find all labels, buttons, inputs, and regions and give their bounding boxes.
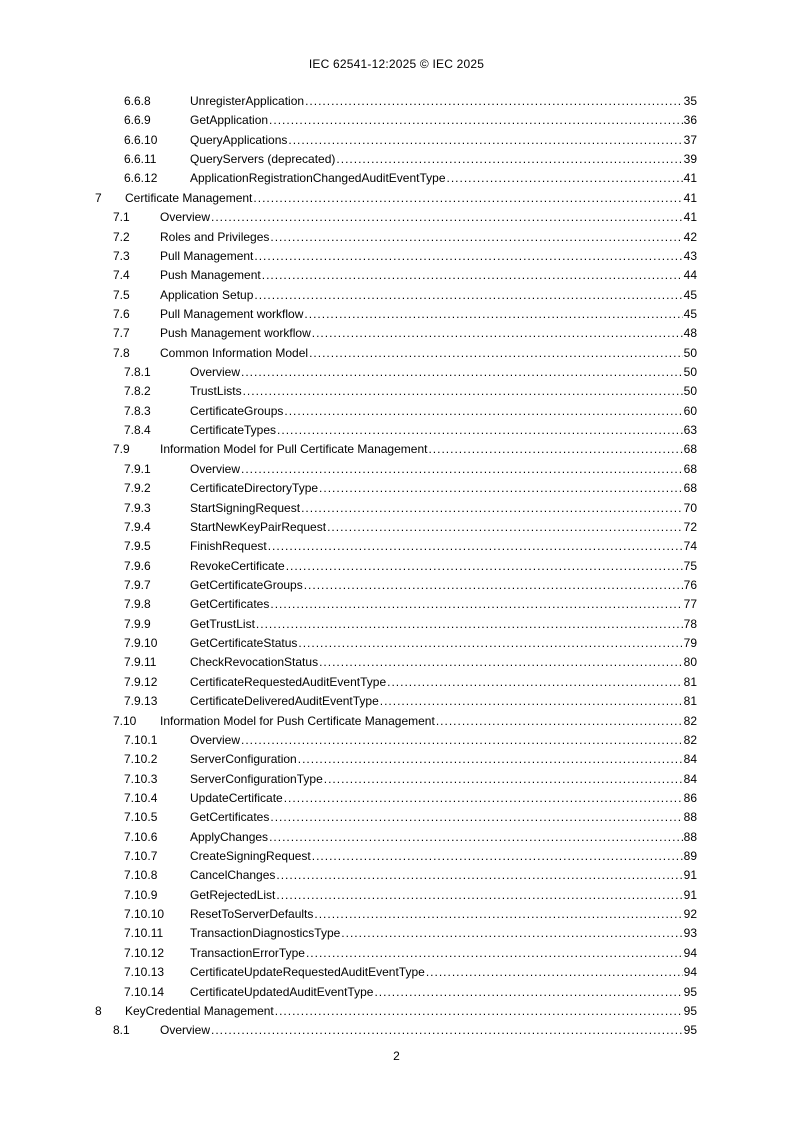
toc-entry-title: Overview: [190, 460, 241, 479]
dot-leader: [288, 131, 682, 150]
toc-entry-page: 43: [683, 248, 697, 263]
toc-entry-title: KeyCredential Management: [125, 1002, 275, 1021]
toc-entry-title: RevokeCertificate: [190, 557, 286, 576]
toc-entry-title: CreateSigningRequest: [190, 847, 312, 866]
toc-entry[interactable]: [0, 363, 793, 382]
dot-leader: [253, 189, 682, 208]
toc-entry-number: 7.8.4: [124, 423, 151, 438]
toc-entry-title: Overview: [190, 731, 241, 750]
toc-entry[interactable]: [0, 673, 793, 692]
toc-entry-title: Overview: [160, 1021, 211, 1040]
toc-entry-page: 81: [683, 694, 697, 709]
dot-leader: [270, 228, 682, 247]
dot-leader: [306, 944, 683, 963]
toc-entry-title: ServerConfigurationType: [190, 770, 324, 789]
toc-entry-number: 7.9.11: [124, 655, 157, 670]
toc-entry[interactable]: [0, 731, 793, 750]
dot-leader: [324, 770, 683, 789]
toc-entry-title: Information Model for Pull Certificate Management: [160, 440, 428, 459]
toc-entry-page: 41: [683, 210, 697, 225]
toc-entry[interactable]: [0, 518, 793, 537]
dot-leader: [262, 266, 683, 285]
toc-entry-page: 79: [683, 636, 697, 651]
toc-entry[interactable]: [0, 421, 793, 440]
toc-entry-number: 7.10: [113, 713, 137, 728]
dot-leader: [380, 692, 683, 711]
toc-entry-title: TransactionErrorType: [190, 944, 306, 963]
toc-entry-number: 7.6: [113, 306, 130, 321]
toc-entry-number: 7.9.12: [124, 674, 158, 689]
toc-entry[interactable]: [0, 228, 793, 247]
toc-entry-page: 88: [683, 829, 697, 844]
toc-entry-number: 7.10.10: [124, 907, 165, 922]
toc-entry-page: 80: [683, 655, 697, 670]
toc-entry-title: GetRejectedList: [190, 886, 276, 905]
toc-entry-title: TransactionDiagnosticsType: [190, 924, 341, 943]
toc-entry-title: FinishRequest: [190, 537, 268, 556]
toc-entry-page: 95: [683, 984, 697, 999]
toc-entry[interactable]: [0, 111, 793, 130]
toc-entry-page: 70: [683, 500, 697, 515]
toc-entry-page: 50: [683, 365, 697, 380]
dot-leader: [270, 808, 682, 827]
toc-entry-number: 8.1: [113, 1023, 130, 1038]
toc-entry-page: 72: [683, 519, 697, 534]
dot-leader: [254, 286, 682, 305]
toc-entry-page: 82: [683, 713, 697, 728]
toc-entry-page: 39: [683, 152, 697, 167]
toc-entry[interactable]: [0, 266, 793, 285]
toc-entry-page: 78: [683, 616, 697, 631]
toc-entry[interactable]: [0, 169, 793, 188]
dot-leader: [312, 324, 683, 343]
dot-leader: [341, 924, 682, 943]
toc-entry[interactable]: [0, 1002, 793, 1021]
toc-entry-number: 6.6.11: [124, 152, 157, 167]
toc-entry-page: 95: [683, 1023, 697, 1038]
toc-entry-title: ApplyChanges: [190, 828, 269, 847]
toc-entry-page: 88: [683, 810, 697, 825]
toc-entry-number: 7.9: [113, 442, 130, 457]
dot-leader: [327, 518, 683, 537]
dot-leader: [426, 963, 683, 982]
toc-entry-page: 94: [683, 945, 697, 960]
toc-entry-number: 7.2: [113, 229, 130, 244]
toc-entry[interactable]: [0, 189, 793, 208]
toc-entry[interactable]: [0, 712, 793, 731]
dot-leader: [270, 595, 682, 614]
toc-entry-title: Application Setup: [160, 286, 254, 305]
toc-entry[interactable]: [0, 886, 793, 905]
page-number: 2: [393, 1049, 400, 1063]
dot-leader: [276, 866, 682, 885]
toc-entry-page: 86: [683, 790, 697, 805]
toc-entry-number: 7.10.8: [124, 868, 158, 883]
toc-entry[interactable]: [0, 808, 793, 827]
toc-entry-number: 6.6.12: [124, 171, 158, 186]
toc-entry[interactable]: [0, 924, 793, 943]
dot-leader: [241, 460, 683, 479]
toc-entry[interactable]: [0, 150, 793, 169]
toc-entry-title: QueryApplications: [190, 131, 288, 150]
dot-leader: [304, 305, 682, 324]
dot-leader: [284, 789, 683, 808]
dot-leader: [284, 402, 682, 421]
toc-entry[interactable]: [0, 460, 793, 479]
toc-entry-page: 74: [683, 539, 697, 554]
toc-entry-number: 7.10.5: [124, 810, 158, 825]
toc-entry-title: Push Management: [160, 266, 262, 285]
toc-entry-page: 37: [683, 132, 697, 147]
toc-entry[interactable]: [0, 1021, 793, 1040]
toc-entry[interactable]: [0, 131, 793, 150]
toc-entry-number: 7.9.3: [124, 500, 151, 515]
dot-leader: [319, 479, 683, 498]
dot-leader: [286, 557, 683, 576]
toc-entry-page: 45: [683, 287, 697, 302]
toc-entry-number: 7.9.8: [124, 597, 151, 612]
toc-entry-title: Roles and Privileges: [160, 228, 270, 247]
toc-entry-page: 93: [683, 926, 697, 941]
toc-entry-number: 7.10.9: [124, 887, 158, 902]
dot-leader: [269, 828, 683, 847]
toc-entry-page: 63: [683, 423, 697, 438]
toc-entry[interactable]: [0, 963, 793, 982]
toc-entry-title: CertificateTypes: [190, 421, 277, 440]
dot-leader: [436, 712, 683, 731]
toc-entry-title: CertificateDirectoryType: [190, 479, 319, 498]
toc-entry-title: GetCertificates: [190, 595, 270, 614]
toc-entry-title: GetCertificateStatus: [190, 634, 298, 653]
toc-entry-page: 60: [683, 403, 697, 418]
dot-leader: [268, 537, 683, 556]
toc-entry-page: 92: [683, 907, 697, 922]
toc-entry[interactable]: [0, 789, 793, 808]
dot-leader: [309, 344, 683, 363]
dot-leader: [269, 111, 683, 130]
toc-entry-title: UpdateCertificate: [190, 789, 284, 808]
toc-entry-number: 6.6.9: [124, 113, 151, 128]
dot-leader: [314, 905, 682, 924]
toc-entry-number: 7.9.7: [124, 578, 151, 592]
toc-entry-number: 7.5: [113, 287, 130, 302]
toc-entry-number: 7.10.12: [124, 945, 165, 960]
toc-entry[interactable]: [0, 750, 793, 769]
toc-entry-number: 7.10.11: [124, 926, 164, 941]
toc-entry-page: 75: [683, 558, 697, 573]
toc-entry-title: CertificateDeliveredAuditEventType: [190, 692, 380, 711]
toc-entry[interactable]: [0, 615, 793, 634]
toc-entry-title: TrustLists: [190, 382, 243, 401]
toc-entry-page: 68: [683, 481, 697, 496]
toc-entry-page: 84: [683, 771, 697, 786]
toc-entry[interactable]: [0, 557, 793, 576]
toc-entry-page: 35: [683, 94, 697, 108]
dot-leader: [243, 382, 683, 401]
dot-leader: [211, 208, 683, 227]
toc-entry-number: 7.8.3: [124, 403, 151, 418]
toc-entry-page: 45: [683, 306, 697, 321]
dot-leader: [241, 731, 683, 750]
toc-entry-page: 76: [683, 578, 697, 592]
dot-leader: [301, 499, 683, 518]
toc-entry-number: 7.10.1: [124, 732, 158, 747]
dot-leader: [277, 421, 683, 440]
toc-entry[interactable]: [0, 382, 793, 401]
dot-leader: [298, 750, 683, 769]
toc-entry-page: 36: [683, 113, 697, 128]
dot-leader: [312, 847, 683, 866]
dot-leader: [319, 653, 683, 672]
toc-entry[interactable]: [0, 576, 793, 595]
toc-entry[interactable]: [0, 344, 793, 363]
toc-entry-number: 7.10.3: [124, 771, 158, 786]
toc-entry-number: 7.9.4: [124, 519, 151, 534]
toc-entry-number: 7.10.4: [124, 790, 158, 805]
toc-entry-number: 7.9.13: [124, 694, 158, 709]
toc-entry-page: 77: [683, 597, 697, 612]
toc-entry[interactable]: [0, 828, 793, 847]
toc-entry-number: 7.8.2: [124, 384, 151, 399]
toc-entry-number: 6.6.10: [124, 132, 158, 147]
dot-leader: [305, 92, 683, 111]
toc-entry-page: 95: [683, 1003, 697, 1018]
toc-entry-number: 7.9.2: [124, 481, 151, 496]
toc-entry-number: 7.9.1: [124, 461, 151, 476]
toc-entry[interactable]: [0, 770, 793, 789]
toc-entry-number: 7.10.6: [124, 829, 158, 844]
toc-entry-page: 91: [683, 887, 697, 902]
toc-entry[interactable]: [0, 692, 793, 711]
toc-entry[interactable]: [0, 324, 793, 343]
toc-entry[interactable]: [0, 634, 793, 653]
toc-entry-title: CheckRevocationStatus: [190, 653, 319, 672]
toc-entry-number: 7.7: [113, 326, 130, 341]
toc-entry-page: 48: [683, 326, 697, 341]
toc-entry-title: GetApplication: [190, 111, 269, 130]
toc-entry-number: 7.8: [113, 345, 130, 360]
toc-entry[interactable]: [0, 866, 793, 885]
toc-entry[interactable]: [0, 479, 793, 498]
toc-entry-page: 68: [683, 461, 697, 476]
toc-entry-title: CancelChanges: [190, 866, 276, 885]
toc-entry[interactable]: [0, 983, 793, 1002]
toc-entry-page: 41: [683, 190, 697, 205]
toc-entry-page: 50: [683, 384, 697, 399]
toc-entry-number: 7: [95, 190, 102, 205]
dot-leader: [298, 634, 682, 653]
toc-entry-title: ResetToServerDefaults: [190, 905, 314, 924]
toc-entry-title: CertificateUpdateRequestedAuditEventType: [190, 963, 426, 982]
toc-entry[interactable]: [0, 653, 793, 672]
dot-leader: [254, 247, 682, 266]
toc-entry-page: 68: [683, 442, 697, 457]
toc-entry-title: Common Information Model: [160, 344, 309, 363]
toc-entry-number: 7.9.9: [124, 616, 151, 631]
toc-entry-number: 7.9.6: [124, 558, 151, 573]
toc-entry-title: CertificateGroups: [190, 402, 284, 421]
toc-entry[interactable]: [0, 537, 793, 556]
toc-entry-title: Pull Management: [160, 247, 254, 266]
dot-leader: [276, 886, 682, 905]
toc-entry-title: GetCertificates: [190, 808, 270, 827]
toc-entry-title: ApplicationRegistrationChangedAuditEventType: [190, 169, 447, 188]
dot-leader: [336, 150, 682, 169]
dot-leader: [275, 1002, 683, 1021]
toc-entry-title: Pull Management workflow: [160, 305, 304, 324]
toc-entry[interactable]: [0, 847, 793, 866]
toc-entry[interactable]: [0, 208, 793, 227]
toc-entry-number: 7.1: [113, 210, 130, 225]
toc-entry-page: 44: [683, 268, 697, 283]
toc-entry-title: ServerConfiguration: [190, 750, 298, 769]
toc-entry-title: Overview: [160, 208, 211, 227]
toc-entry[interactable]: [0, 286, 793, 305]
toc-entry[interactable]: [0, 402, 793, 421]
toc-entry-page: 82: [683, 732, 697, 747]
dot-leader: [256, 615, 683, 634]
toc-entry-number: 8: [95, 1003, 102, 1018]
toc-entry-page: 94: [683, 965, 697, 980]
toc-entry[interactable]: [0, 499, 793, 518]
toc-entry[interactable]: [0, 247, 793, 266]
toc-entry-title: UnregisterApplication: [190, 92, 305, 111]
dot-leader: [428, 440, 682, 459]
toc-entry-title: StartSigningRequest: [190, 499, 301, 518]
toc-entry-number: 7.10.14: [124, 984, 165, 999]
toc-entry-title: GetCertificateGroups: [190, 576, 304, 595]
toc-entry-page: 91: [683, 868, 697, 883]
dot-leader: [304, 576, 683, 595]
running-header: IEC 62541-12:2025 © IEC 2025: [308, 57, 485, 71]
toc-entry-number: 7.10.13: [124, 965, 165, 980]
dot-leader: [387, 673, 683, 692]
toc-entry-number: 7.8.1: [124, 365, 151, 380]
toc-entry[interactable]: [0, 595, 793, 614]
toc-entry-page: 41: [683, 171, 697, 186]
toc-entry-page: 50: [683, 345, 697, 360]
toc-entry-title: QueryServers (deprecated): [190, 150, 336, 169]
toc-entry-number: 7.3: [113, 248, 130, 263]
toc-entry-title: GetTrustList: [190, 615, 256, 634]
toc-entry-page: 89: [683, 849, 697, 864]
toc-entry-title: Information Model for Push Certificate Management: [160, 712, 436, 731]
toc-entry[interactable]: [0, 440, 793, 459]
toc-entry-number: 7.10.2: [124, 752, 158, 767]
dot-leader: [241, 363, 683, 382]
toc-entry[interactable]: [0, 92, 793, 111]
toc-entry[interactable]: [0, 944, 793, 963]
toc-entry-title: Push Management workflow: [160, 324, 312, 343]
toc-entry-number: 6.6.8: [124, 94, 151, 108]
dot-leader: [447, 169, 683, 188]
toc-entry-title: CertificateRequestedAuditEventType: [190, 673, 387, 692]
toc-entry-number: 7.9.5: [124, 539, 151, 554]
toc-entry[interactable]: [0, 305, 793, 324]
toc-entry-page: 81: [683, 674, 697, 689]
toc-entry-number: 7.10.7: [124, 849, 158, 864]
toc-entry-title: Certificate Management: [125, 189, 253, 208]
toc-entry-title: StartNewKeyPairRequest: [190, 518, 327, 537]
dot-leader: [211, 1021, 683, 1040]
toc-entry-number: 7.4: [113, 268, 130, 283]
toc-entry-title: CertificateUpdatedAuditEventType: [190, 983, 374, 1002]
toc-entry-number: 7.9.10: [124, 636, 158, 651]
toc-entry-page: 84: [683, 752, 697, 767]
toc-entry-page: 42: [683, 229, 697, 244]
dot-leader: [374, 983, 682, 1002]
toc-entry-title: Overview: [190, 363, 241, 382]
toc-entry[interactable]: [0, 905, 793, 924]
